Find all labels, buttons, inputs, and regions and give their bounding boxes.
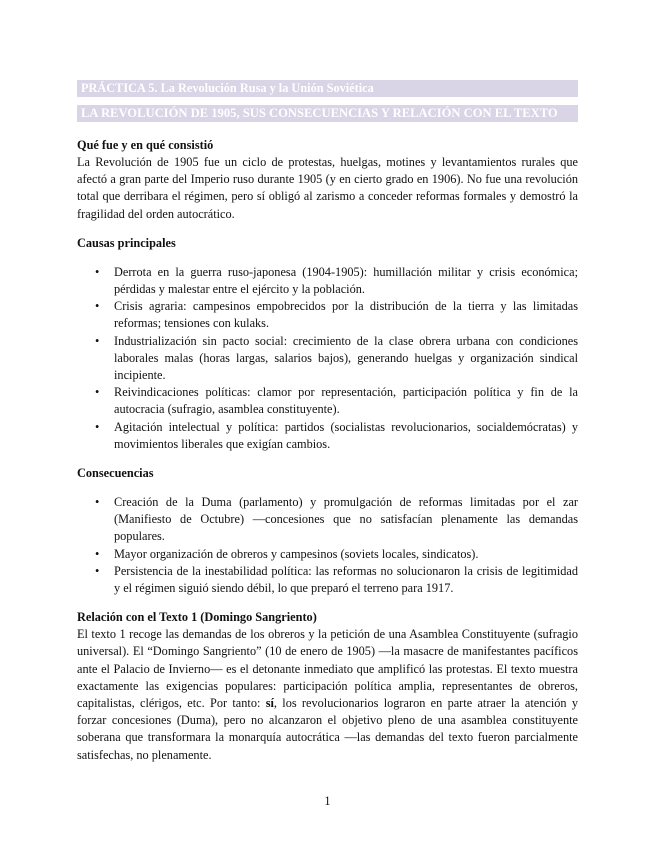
consequences-list: [77, 494, 578, 597]
section-title: LA REVOLUCIÓN DE 1905, SUS CONSECUENCIAS Y RELACIÓN CON EL TEXTO: [81, 106, 558, 120]
list-item: • Crisis agraria: campesinos empobrecidos por la distribución de la tierra y las limitadas reformas; tensiones con kulaks.: [77, 298, 578, 332]
relation-heading: Relación con el Texto 1 (Domingo Sangriento): [77, 610, 317, 625]
practice-title: PRÁCTICA 5. La Revolución Rusa y la Unión Soviética: [81, 81, 374, 95]
list-item: • Agitación intelectual y política: partidos (socialistas revolucionarios, socialdemócratas) y movimientos liberales que exigían cambios.: [77, 419, 578, 453]
list-item: • Reivindicaciones políticas: clamor por representación, participación política y fin de la autocracia (sufragio, asamblea constituyente).: [77, 384, 578, 418]
list-item: • Derrota en la guerra ruso-japonesa (1904-1905): humillación militar y crisis económica; pérdidas y malestar entre el ejército y la población.: [77, 264, 578, 298]
page-number: 1: [324, 794, 331, 808]
list-item: • Persistencia de la inestabilidad política: las reformas no solucionaron la crisis de legitimidad y el régimen siguió siendo débil, lo que preparó el terreno para 1917.: [77, 563, 578, 597]
document-body: [77, 137, 578, 764]
consequences-heading: Consecuencias: [77, 466, 154, 481]
relation-text-after: , los revolucionarios lograron en parte atraer la atención y forzar concesiones (Duma), pero no alcanzaron el objetivo pleno de una asamblea constituyente soberana que transformara la monarquía autocrática —las demandas del texto fueron parcialmente satisfechas, no plenamente.: [77, 696, 579, 762]
list-item: • Creación de la Duma (parlamento) y promulgación de reformas limitadas por el zar (Manifiesto de Octubre) —concesiones que no satisfacían plenamente las demandas populares.: [77, 494, 578, 546]
section-title-band: [77, 105, 578, 122]
practice-title-band: [77, 80, 578, 97]
relation-text-bold: sí: [265, 696, 274, 711]
relation-paragraph: [77, 626, 578, 764]
relation-text-before: El texto 1 recoge las demandas de los obreros y la petición de una Asamblea Constituyente (sufragio universal). El “Domingo Sangriento” (10 de enero de 1905) —la masacre de manifestantes pacíficos ante el Palacio de Invierno— es el detonante inmediato que amplificó las protestas. El texto muestra exactamente las exigencias populares: participación política amplia, representantes de obreros, capitalistas, clérigos, etc. Por tanto:: [77, 627, 578, 711]
list-item: • Mayor organización de obreros y campesinos (soviets locales, sindicatos).: [77, 546, 578, 563]
intro-heading: Qué fue y en qué consistió: [77, 138, 214, 152]
causes-heading: Causas principales: [77, 235, 176, 250]
intro-paragraph: La Revolución de 1905 fue un ciclo de protestas, huelgas, motines y levantamientos rurales que afectó a gran parte del Imperio ruso durante 1905 (y en cierto grado en 1906). No fue una revolución total que derribara el régimen, pero sí obligó al zarismo a conceder reformas formales y demostró la fragilidad del orden autocrático.: [77, 155, 578, 221]
causes-list: [77, 264, 578, 453]
list-item: • Industrialización sin pacto social: crecimiento de la clase obrera urbana con condiciones laborales malas (horas largas, salarios bajos), generando huelgas y organización sindical incipiente.: [77, 333, 578, 385]
